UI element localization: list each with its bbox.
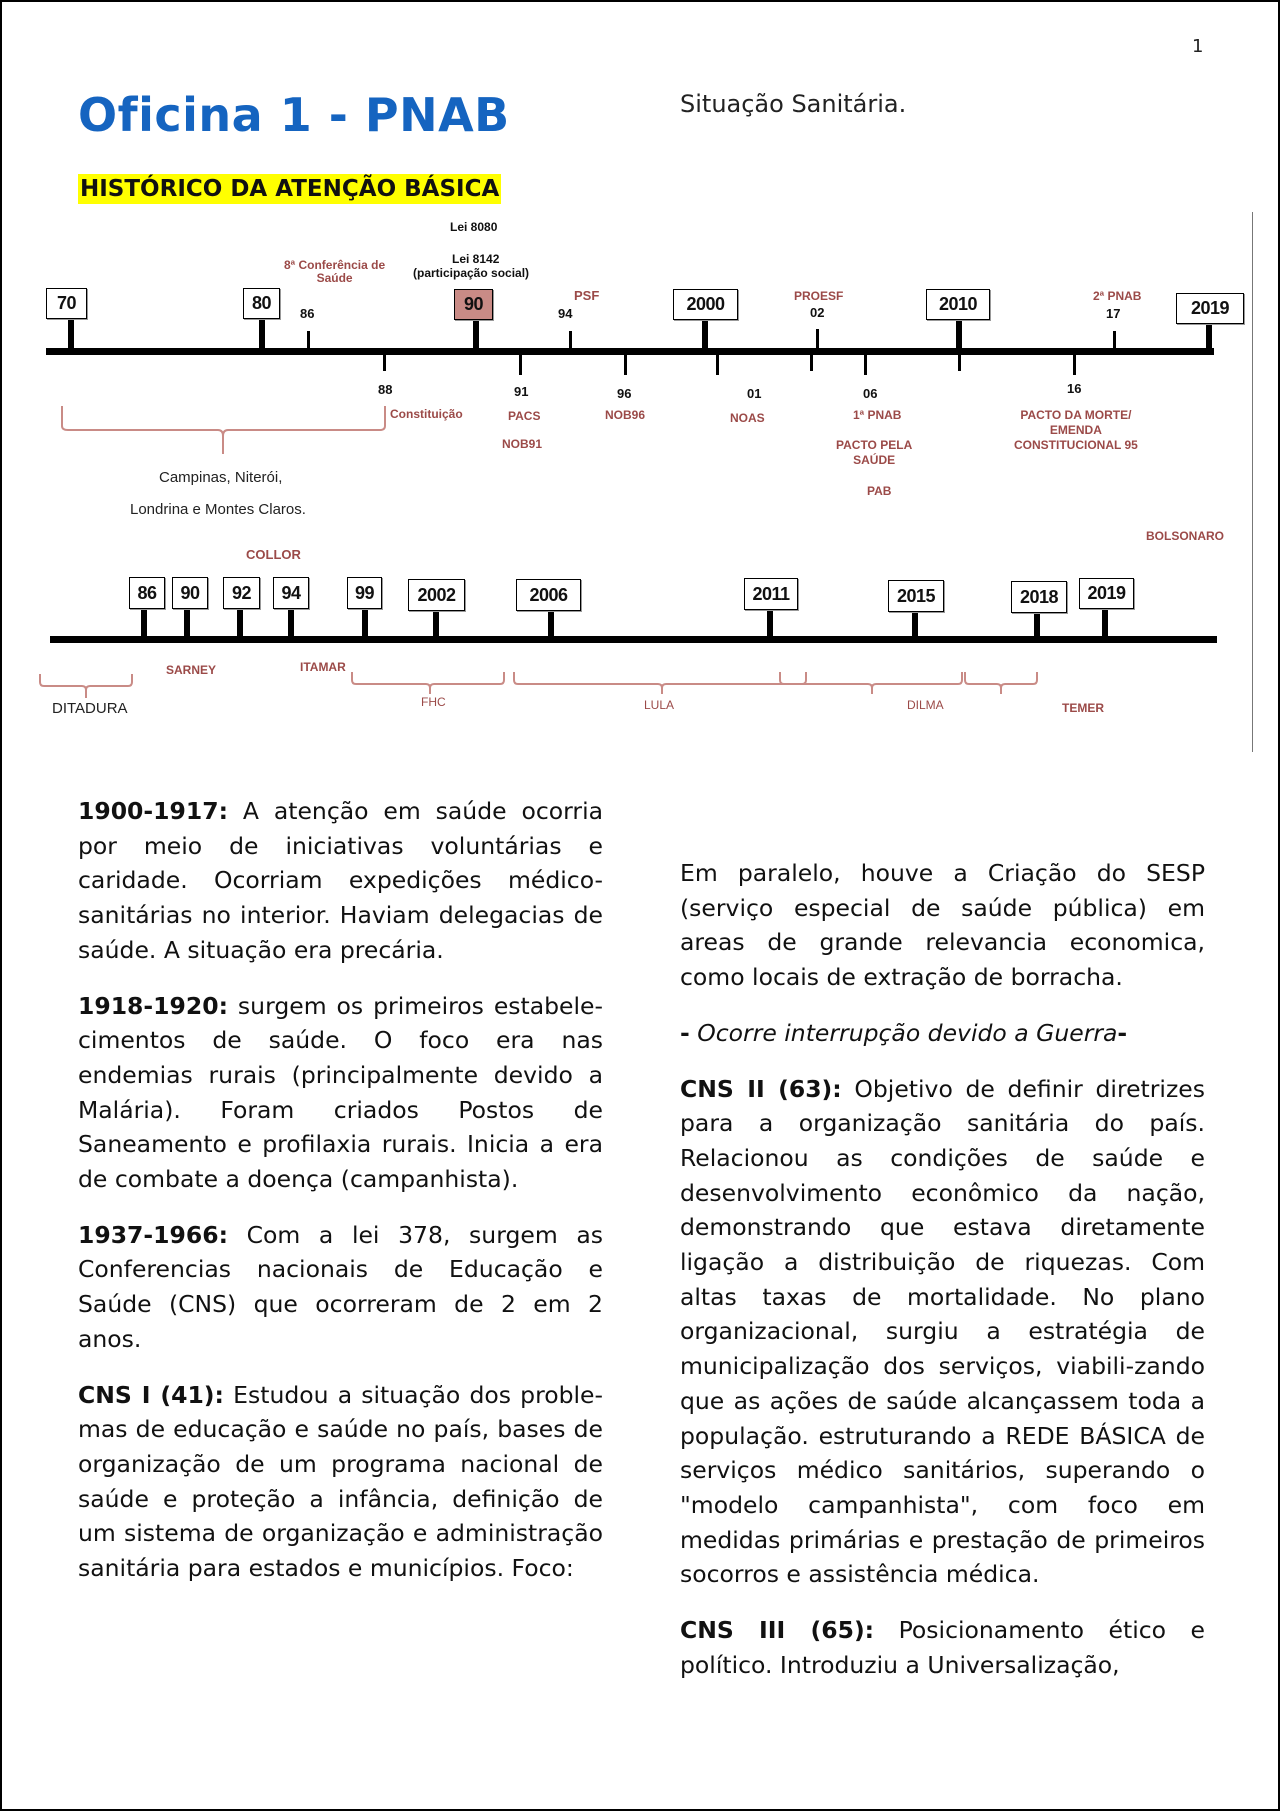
- president-fhc: FHC: [421, 695, 446, 709]
- event-pab: PAB: [867, 484, 892, 498]
- president-collor: COLLOR: [246, 547, 301, 562]
- tick: [767, 609, 773, 638]
- tick: [433, 610, 439, 638]
- year-box-2015: 2015: [888, 580, 944, 612]
- paragraph-cns-i: CNS I (41): Estudou a situação dos proble-mas de educação e saúde no país, bases de organização de um programa nacional de saúde e proteção a infância, definição de um sistema de organização e administração sanitária para estados e municípios. Foco:: [78, 1380, 603, 1583]
- year-box-2019: 2019: [1176, 293, 1244, 324]
- text-column-right: [680, 856, 1205, 1703]
- year-box-2018: 2018: [1011, 581, 1067, 613]
- president-itamar: ITAMAR: [300, 660, 346, 674]
- tick: [184, 608, 190, 638]
- paragraph-war-interruption: - Ocorre interrupção devido a Guerra-: [680, 1018, 1128, 1047]
- tick: [237, 608, 243, 638]
- event-2a-pnab: 2ª PNAB: [1093, 289, 1142, 303]
- year-box-99: 99: [347, 577, 382, 609]
- event-1a-pnab: 1ª PNAB: [853, 408, 902, 422]
- event-lei-8080: Lei 8080: [450, 220, 498, 234]
- page-title: Oficina 1 - PNAB: [78, 88, 510, 142]
- timeline-axis: [50, 636, 1217, 643]
- event-lei-8142: Lei 8142: [452, 252, 500, 266]
- section-heading: HISTÓRICO DA ATENÇÃO BÁSICA: [80, 176, 500, 202]
- tick: [548, 610, 554, 638]
- year-box-2002: 2002: [408, 579, 465, 611]
- tick-label-94: 94: [558, 306, 573, 321]
- tick-label-01: 01: [747, 386, 762, 401]
- tick: [912, 610, 918, 638]
- tick: [141, 608, 147, 638]
- event-psf: PSF: [574, 288, 600, 303]
- paragraph-cns-ii: CNS II (63): Objetivo de definir diretrizes para a organização sanitária do país. Relacionou as condições de saúde e desenvolvimento econômico da nação, demonstrando que estava diretamente ligação a distribuição de riquezas. Com altas taxas de mortalidade. No plano organizacional, surgiu a estratégia de municipalização dos serviços, viabili-zando que as ações de saúde alcançassem toda a população. estruturando a REDE BÁSICA de serviços médico sanitários, superando o "modelo campanhista", com foco em medidas primárias e prestação de primeiros socorros e assistência médica.: [680, 1074, 1205, 1589]
- tick-label-06: 06: [863, 386, 878, 401]
- year-box-2000: 2000: [673, 289, 738, 320]
- president-lula: LULA: [644, 698, 675, 712]
- year-box-70: 70: [46, 288, 87, 319]
- paragraph-1918-1920: 1918-1920: surgem os primeiros estabele-cimentos de saúde. O foco era nas endemias rurais (principalmente devido a Malária). Foram criados Postos de Saneamento e profilaxia rurais. Inicia a era de combate a doença (campanhista).: [78, 991, 603, 1194]
- timeline-bottom: [2, 2, 1280, 762]
- tick: [288, 608, 294, 638]
- paragraph-cns-iii: CNS III (65): Posicionamento ético e político. Introduziu a Universalização,: [680, 1616, 1206, 1679]
- note-londrina-montes-claros: Londrina e Montes Claros.: [130, 501, 306, 518]
- president-sarney: SARNEY: [166, 663, 217, 677]
- year-box-80: 80: [243, 288, 280, 319]
- text-column-left: [78, 794, 603, 1607]
- period-ditadura: DITADURA: [52, 700, 128, 717]
- event-conferencia: 8ª Conferência de Saúde: [284, 258, 386, 285]
- event-pacs: PACS: [508, 409, 541, 423]
- year-box-94: 94: [273, 577, 309, 609]
- president-bolsonaro: BOLSONARO: [1146, 529, 1224, 543]
- event-pacto-da-morte: PACTO DA MORTE/ EMENDA CONSTITUCIONAL 95: [1014, 408, 1138, 452]
- year-box-2006: 2006: [516, 579, 581, 611]
- tick: [1034, 611, 1040, 638]
- event-pacto-pela-saude: PACTO PELA SAÚDE: [836, 438, 913, 467]
- event-nob96: NOB96: [605, 408, 646, 422]
- tick: [1102, 609, 1108, 638]
- note-campinas-niteroi: Campinas, Niterói,: [159, 469, 283, 486]
- tick-label-02: 02: [810, 305, 825, 320]
- year-box-86: 86: [129, 577, 165, 609]
- brace-fhc: [350, 670, 510, 696]
- brace-dilma: [778, 670, 968, 696]
- year-box-2019: 2019: [1079, 578, 1134, 609]
- page-number: 1: [1192, 36, 1204, 57]
- event-participacao-social: (participação social): [413, 266, 530, 280]
- event-constituicao: Constituição: [390, 407, 463, 421]
- year-box-2010: 2010: [926, 289, 990, 320]
- paragraph-1900-1917: 1900-1917: A atenção em saúde ocorria por meio de iniciativas voluntárias e caridade. Ocorriam expedições médico-sanitárias no interior. Haviam delegacias de saúde. A situação era precária.: [78, 797, 603, 964]
- tick-label-17: 17: [1106, 306, 1121, 321]
- paragraph-1937-1966: 1937-1966: Com a lei 378, surgem as Conferencias nacionais de Educação e Saúde (CNS) que ocorreram de 2 em 2 anos.: [78, 1220, 603, 1353]
- year-box-2011: 2011: [744, 578, 798, 610]
- event-nob91: NOB91: [502, 437, 543, 451]
- president-temer: TEMER: [1062, 701, 1104, 715]
- tick: [362, 608, 368, 638]
- event-noas: NOAS: [730, 411, 765, 425]
- year-box-90: 90: [172, 577, 208, 609]
- event-proesf: PROESF: [794, 289, 844, 303]
- tick-label-96: 96: [617, 386, 632, 401]
- year-box-92: 92: [223, 577, 260, 609]
- tick-label-88: 88: [378, 382, 393, 397]
- brace-temer: [963, 670, 1043, 696]
- president-dilma: DILMA: [907, 698, 944, 712]
- year-box-90-highlighted: 90: [454, 289, 493, 320]
- tick-label-91: 91: [514, 384, 529, 399]
- column-continuation-text: Situação Sanitária.: [680, 90, 907, 118]
- brace-ditadura: [38, 672, 138, 700]
- paragraph-sesp: Em paralelo, houve a Criação do SESP (serviço especial de saúde pública) em areas de grande relevancia economica, como locais de extração de borracha.: [680, 859, 1205, 992]
- brace-lula: [512, 670, 812, 696]
- tick-label-16: 16: [1067, 381, 1082, 396]
- tick-label-86: 86: [300, 306, 315, 321]
